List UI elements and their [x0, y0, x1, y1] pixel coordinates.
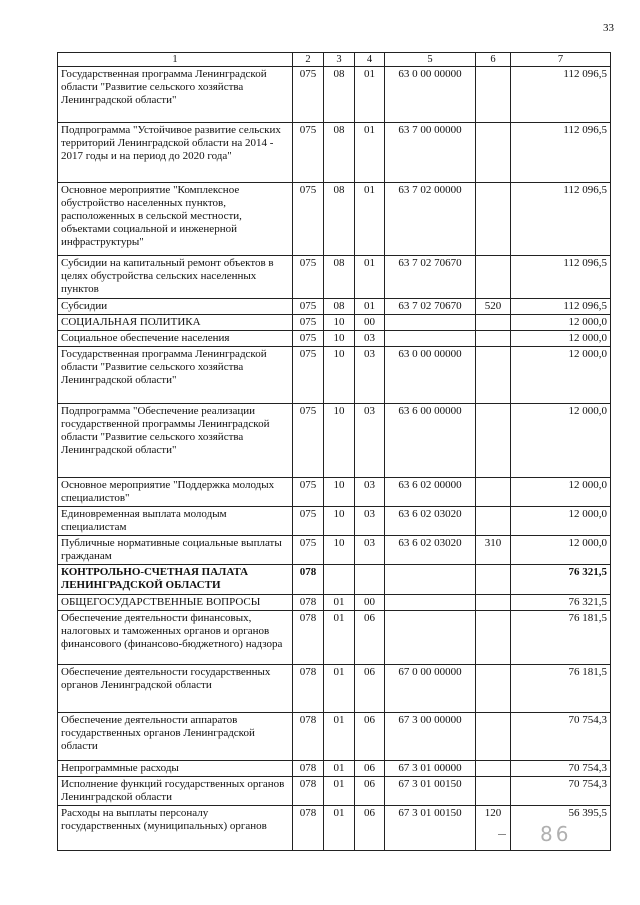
amount: 70 754,3	[511, 761, 611, 777]
section-code: 10	[324, 315, 355, 331]
expense-type	[476, 665, 511, 713]
table-row	[58, 565, 611, 595]
target-code: 63 6 02 03020	[385, 536, 476, 565]
subsection-code: 00	[355, 315, 385, 331]
admin-code: 075	[293, 315, 324, 331]
admin-code: 075	[293, 183, 324, 256]
expense-type	[476, 183, 511, 256]
column-header: 2	[293, 53, 324, 67]
expense-type: 120	[476, 806, 511, 851]
row-name: Государственная программа Ленинградской области "Развитие сельского хозяйства Ленинградской области"	[58, 67, 293, 123]
subsection-code: 01	[355, 183, 385, 256]
admin-code: 075	[293, 331, 324, 347]
table-row	[58, 713, 611, 761]
admin-code: 078	[293, 761, 324, 777]
table-row	[58, 761, 611, 777]
target-code: 63 6 02 03020	[385, 507, 476, 536]
column-header: 7	[511, 53, 611, 67]
subsection-code: 03	[355, 347, 385, 404]
budget-table	[57, 52, 611, 851]
section-code: 01	[324, 761, 355, 777]
section-code: 01	[324, 595, 355, 611]
table-row	[58, 478, 611, 507]
table-row	[58, 123, 611, 183]
column-header: 1	[58, 53, 293, 67]
table-header-row	[58, 53, 611, 67]
section-code: 10	[324, 347, 355, 404]
subsection-code: 03	[355, 331, 385, 347]
target-code: 63 7 00 00000	[385, 123, 476, 183]
amount: 112 096,5	[511, 183, 611, 256]
section-code: 10	[324, 331, 355, 347]
expense-type	[476, 315, 511, 331]
admin-code: 078	[293, 665, 324, 713]
row-name: ОБЩЕГОСУДАРСТВЕННЫЕ ВОПРОСЫ	[58, 595, 293, 611]
row-name: Единовременная выплата молодым специалистам	[58, 507, 293, 536]
expense-type: 310	[476, 536, 511, 565]
admin-code: 078	[293, 595, 324, 611]
subsection-code	[355, 565, 385, 595]
amount: 12 000,0	[511, 315, 611, 331]
admin-code: 075	[293, 299, 324, 315]
table-row	[58, 806, 611, 851]
amount: 112 096,5	[511, 256, 611, 299]
section-code: 01	[324, 611, 355, 665]
expense-type	[476, 347, 511, 404]
section-code: 08	[324, 123, 355, 183]
table-row	[58, 777, 611, 806]
row-name: Публичные нормативные социальные выплаты гражданам	[58, 536, 293, 565]
table-row	[58, 611, 611, 665]
section-code: 08	[324, 299, 355, 315]
amount: 76 181,5	[511, 665, 611, 713]
table-row	[58, 665, 611, 713]
expense-type	[476, 404, 511, 478]
column-header: 3	[324, 53, 355, 67]
expense-type: 520	[476, 299, 511, 315]
admin-code: 075	[293, 507, 324, 536]
table-row	[58, 183, 611, 256]
admin-code: 075	[293, 256, 324, 299]
target-code: 67 3 00 00000	[385, 713, 476, 761]
expense-type	[476, 565, 511, 595]
table-row	[58, 404, 611, 478]
target-code: 63 6 00 00000	[385, 404, 476, 478]
section-code: 01	[324, 713, 355, 761]
amount: 112 096,5	[511, 299, 611, 315]
target-code: 67 3 01 00000	[385, 761, 476, 777]
subsection-code: 03	[355, 478, 385, 507]
page-number: 33	[603, 22, 614, 34]
subsection-code: 01	[355, 123, 385, 183]
expense-type	[476, 478, 511, 507]
amount: 12 000,0	[511, 347, 611, 404]
target-code	[385, 565, 476, 595]
row-name: Субсидии	[58, 299, 293, 315]
amount: 12 000,0	[511, 478, 611, 507]
target-code: 63 7 02 00000	[385, 183, 476, 256]
row-name: Обеспечение деятельности финансовых, налоговых и таможенных органов и органов финансового (финансово-бюджетного) надзора	[58, 611, 293, 665]
row-name: Основное мероприятие "Комплексное обустройство населенных пунктов, расположенных в сельской местности, объектами социальной и инженерной инфраструктуры"	[58, 183, 293, 256]
section-code: 08	[324, 256, 355, 299]
expense-type	[476, 67, 511, 123]
target-code	[385, 315, 476, 331]
subsection-code: 03	[355, 404, 385, 478]
section-code	[324, 565, 355, 595]
amount: 70 754,3	[511, 713, 611, 761]
subsection-code: 06	[355, 761, 385, 777]
admin-code: 075	[293, 404, 324, 478]
section-code: 10	[324, 478, 355, 507]
row-name: СОЦИАЛЬНАЯ ПОЛИТИКА	[58, 315, 293, 331]
row-name: Социальное обеспечение населения	[58, 331, 293, 347]
amount: 112 096,5	[511, 67, 611, 123]
target-code: 67 3 01 00150	[385, 806, 476, 851]
amount: 76 181,5	[511, 611, 611, 665]
row-name: Подпрограмма "Устойчивое развитие сельских территорий Ленинградской области на 2014 - 2017 годы и на период до 2020 года"	[58, 123, 293, 183]
section-code: 10	[324, 404, 355, 478]
admin-code: 078	[293, 565, 324, 595]
target-code	[385, 331, 476, 347]
expense-type	[476, 761, 511, 777]
expense-type	[476, 611, 511, 665]
row-name: Государственная программа Ленинградской области "Развитие сельского хозяйства Ленинградской области"	[58, 347, 293, 404]
amount: 12 000,0	[511, 536, 611, 565]
admin-code: 078	[293, 713, 324, 761]
target-code	[385, 595, 476, 611]
target-code: 67 0 00 00000	[385, 665, 476, 713]
expense-type	[476, 595, 511, 611]
row-name: Основное мероприятие "Поддержка молодых специалистов"	[58, 478, 293, 507]
row-name: Непрограммные расходы	[58, 761, 293, 777]
subsection-code: 01	[355, 299, 385, 315]
subsection-code: 06	[355, 665, 385, 713]
subsection-code: 01	[355, 67, 385, 123]
row-name: Подпрограмма "Обеспечение реализации государственной программы Ленинградской области "Развитие сельского хозяйства Ленинградской области"	[58, 404, 293, 478]
row-name: Обеспечение деятельности государственных органов Ленинградской области	[58, 665, 293, 713]
column-header: 6	[476, 53, 511, 67]
admin-code: 078	[293, 611, 324, 665]
section-code: 10	[324, 536, 355, 565]
table-row	[58, 347, 611, 404]
subsection-code: 03	[355, 507, 385, 536]
row-name: КОНТРОЛЬНО-СЧЕТНАЯ ПАЛАТА ЛЕНИНГРАДСКОЙ ОБЛАСТИ	[58, 565, 293, 595]
target-code: 63 0 00 00000	[385, 67, 476, 123]
expense-type	[476, 777, 511, 806]
admin-code: 078	[293, 806, 324, 851]
section-code: 08	[324, 67, 355, 123]
subsection-code: 00	[355, 595, 385, 611]
amount: 12 000,0	[511, 507, 611, 536]
table-row	[58, 507, 611, 536]
amount: 12 000,0	[511, 331, 611, 347]
column-header: 4	[355, 53, 385, 67]
admin-code: 075	[293, 536, 324, 565]
table-row	[58, 536, 611, 565]
target-code: 63 6 02 00000	[385, 478, 476, 507]
admin-code: 075	[293, 478, 324, 507]
target-code	[385, 611, 476, 665]
target-code: 63 0 00 00000	[385, 347, 476, 404]
subsection-code: 06	[355, 713, 385, 761]
section-code: 01	[324, 777, 355, 806]
amount: 70 754,3	[511, 777, 611, 806]
subsection-code: 03	[355, 536, 385, 565]
row-name: Обеспечение деятельности аппаратов государственных органов Ленинградской области	[58, 713, 293, 761]
section-code: 01	[324, 665, 355, 713]
admin-code: 075	[293, 67, 324, 123]
admin-code: 075	[293, 123, 324, 183]
expense-type	[476, 256, 511, 299]
page-stamp: 86	[540, 822, 572, 846]
table-row	[58, 315, 611, 331]
amount: 112 096,5	[511, 123, 611, 183]
target-code: 63 7 02 70670	[385, 256, 476, 299]
stamp-dash	[498, 834, 506, 835]
row-name: Субсидии на капитальный ремонт объектов в целях обустройства сельских населенных пунктов	[58, 256, 293, 299]
table-row	[58, 299, 611, 315]
amount: 56 395,5	[511, 806, 611, 851]
subsection-code: 06	[355, 777, 385, 806]
expense-type	[476, 507, 511, 536]
admin-code: 075	[293, 347, 324, 404]
amount: 76 321,5	[511, 565, 611, 595]
table-row	[58, 595, 611, 611]
subsection-code: 06	[355, 806, 385, 851]
target-code: 63 7 02 70670	[385, 299, 476, 315]
section-code: 10	[324, 507, 355, 536]
target-code: 67 3 01 00150	[385, 777, 476, 806]
table-row	[58, 67, 611, 123]
column-header: 5	[385, 53, 476, 67]
amount: 76 321,5	[511, 595, 611, 611]
table-row	[58, 331, 611, 347]
row-name: Расходы на выплаты персоналу государственных (муниципальных) органов	[58, 806, 293, 851]
expense-type	[476, 331, 511, 347]
section-code: 08	[324, 183, 355, 256]
row-name: Исполнение функций государственных органов Ленинградской области	[58, 777, 293, 806]
table-row	[58, 256, 611, 299]
amount: 12 000,0	[511, 404, 611, 478]
section-code: 01	[324, 806, 355, 851]
expense-type	[476, 123, 511, 183]
subsection-code: 01	[355, 256, 385, 299]
expense-type	[476, 713, 511, 761]
subsection-code: 06	[355, 611, 385, 665]
admin-code: 078	[293, 777, 324, 806]
